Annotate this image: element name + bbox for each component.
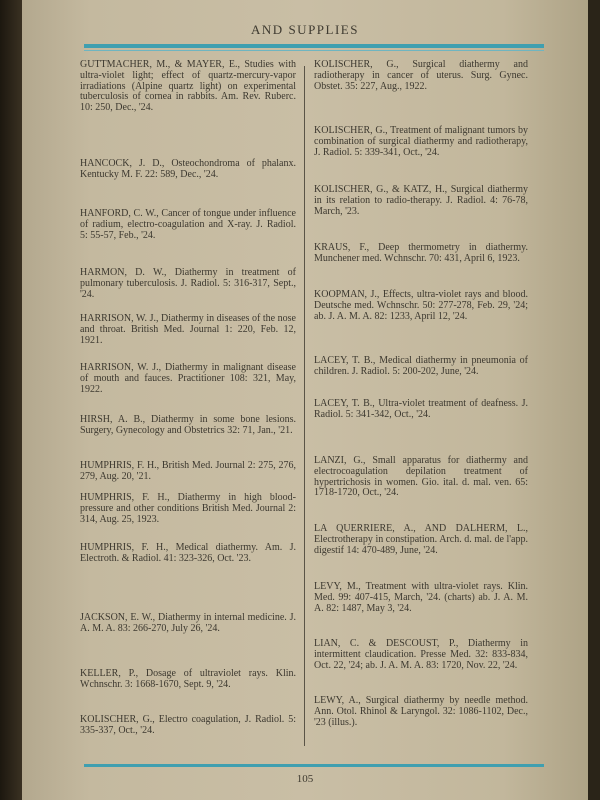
bibliography-entry: LIAN, C. & DESCOUST, P., Diathermy in intermittent claudication. Presse Med. 32: 833-834, Oct. 22, '24; ab. J. A. M. A. 83: 1720, Nov. 22, '24. <box>314 638 528 671</box>
bibliography-entry: HARRISON, W. J., Diathermy in malignant disease of mouth and fauces. Practitioner 108: 321, May, 1922. <box>80 362 296 395</box>
bibliography-entry: HUMPHRIS, F. H., Medical diathermy. Am. J. Electroth. & Radiol. 41: 323-326, Oct. '23. <box>80 542 296 564</box>
running-header: AND SUPPLIES <box>251 22 359 37</box>
header-rule <box>84 44 544 48</box>
bibliography-entry: LEWY, A., Surgical diathermy by needle method. Ann. Otol. Rhinol & Laryngol. 32: 1086-1102, Dec., '23 (illus.). <box>314 695 528 728</box>
bibliography-entry: HIRSH, A. B., Diathermy in some bone lesions. Surgery, Gynecology and Obstetrics 32: 71, Jan., '21. <box>80 414 296 436</box>
bibliography-entry: HUMPHRIS, F. H., British Med. Journal 2: 275, 276, 279, Aug. 20, '21. <box>80 460 296 482</box>
page-edge-shadow <box>0 0 22 800</box>
bibliography-entry: LACEY, T. B., Ultra-violet treatment of deafness. J. Radiol. 5: 341-342, Oct., '24. <box>314 398 528 420</box>
column-divider <box>304 66 305 746</box>
bibliography-entry: KOLISCHER, G., Treatment of malignant tumors by combination of surgical diathermy and radiotherapy, J. Radiol. 5: 339-341, Oct., '24. <box>314 125 528 158</box>
bibliography-entry: KOLISCHER, G., & KATZ, H., Surgical diathermy in its relation to radio-therapy. J. Radiol. 4: 76-78, March, '23. <box>314 184 528 217</box>
bibliography-entry: HARMON, D. W., Diathermy in treatment of pulmonary tuberculosis. J. Radiol. 5: 316-317, Sept., '24. <box>80 267 296 300</box>
bibliography-entry: KRAUS, F., Deep thermometry in diathermy. Munchener med. Wchnschr. 70: 431, April 6, 1923. <box>314 242 528 264</box>
bibliography-entry: LACEY, T. B., Medical diathermy in pneumonia of children. J. Radiol. 5: 200-202, June, '24. <box>314 355 528 377</box>
bibliography-entry: HARRISON, W. J., Diathermy in diseases of the nose and throat. British Med. Journal 1: 220, Feb. 12, 1921. <box>80 313 296 346</box>
bibliography-entry: KOLISCHER, G., Surgical diathermy and radiotherapy in cancer of uterus. Surg. Gynec. Obstet. 35: 227, Aug., 1922. <box>314 59 528 92</box>
bibliography-entry: HUMPHRIS, F. H., Diathermy in high blood-pressure and other conditions British Med. Journal 2: 314, Aug. 25, 1923. <box>80 492 296 525</box>
page-number: 105 <box>296 773 314 785</box>
bibliography-entry: LA QUERRIERE, A., AND DALHERM, L., Electrotherapy in constipation. Arch. d. mal. de l'app. digestif 14: 470-489, June, '24. <box>314 523 528 556</box>
bibliography-entry: GUTTMACHER, M., & MAYER, E., Studies with ultra-violet light; effect of quartz-mercury-vapor irradiations (Alpine quartz light) on experimental tuberculosis of cornea in rabbits. Am. Rev. Ruberc. 10: 250, Dec., '24. <box>80 59 296 114</box>
bibliography-entry: KELLER, P., Dosage of ultraviolet rays. Klin. Wchnschr. 3: 1668-1670, Sept. 9, '24. <box>80 668 296 690</box>
footer-rule <box>84 764 544 767</box>
bibliography-entry: LEVY, M., Treatment with ultra-violet rays. Klin. Med. 99: 407-415, March, '24. (charts) ab. J. A. M. A. 82: 1487, May 3, '24. <box>314 581 528 614</box>
bibliography-entry: LANZI, G., Small apparatus for diathermy and electrocoagulation depilation treatment of hypertrichosis in women. Gio. ital. d. mal. ven. 65: 1718-1720, Oct., '24. <box>314 455 528 499</box>
bibliography-entry: KOOPMAN, J., Effects, ultra-violet rays and blood. Deutsche med. Wchnschr. 50: 277-278, Feb. 29, '24; ab. J. A. M. A. 82: 1233, April 12, '24. <box>314 289 528 322</box>
bibliography-entry: KOLISCHER, G., Electro coagulation, J. Radiol. 5: 335-337, Oct., '24. <box>80 714 296 736</box>
book-page <box>22 0 588 800</box>
bibliography-entry: HANFORD, C. W., Cancer of tongue under influence of radium, electro-coagulation and X-ray. J. Radiol. 5: 55-57, Feb., '24. <box>80 208 296 241</box>
header-rule-thin <box>84 50 544 51</box>
bibliography-entry: JACKSON, E. W., Diathermy in internal medicine. J. A. M. A. 83: 266-270, July 26, '24. <box>80 612 296 634</box>
bibliography-entry: HANCOCK, J. D., Osteochondroma of phalanx. Kentucky M. F. 22: 589, Dec., '24. <box>80 158 296 180</box>
